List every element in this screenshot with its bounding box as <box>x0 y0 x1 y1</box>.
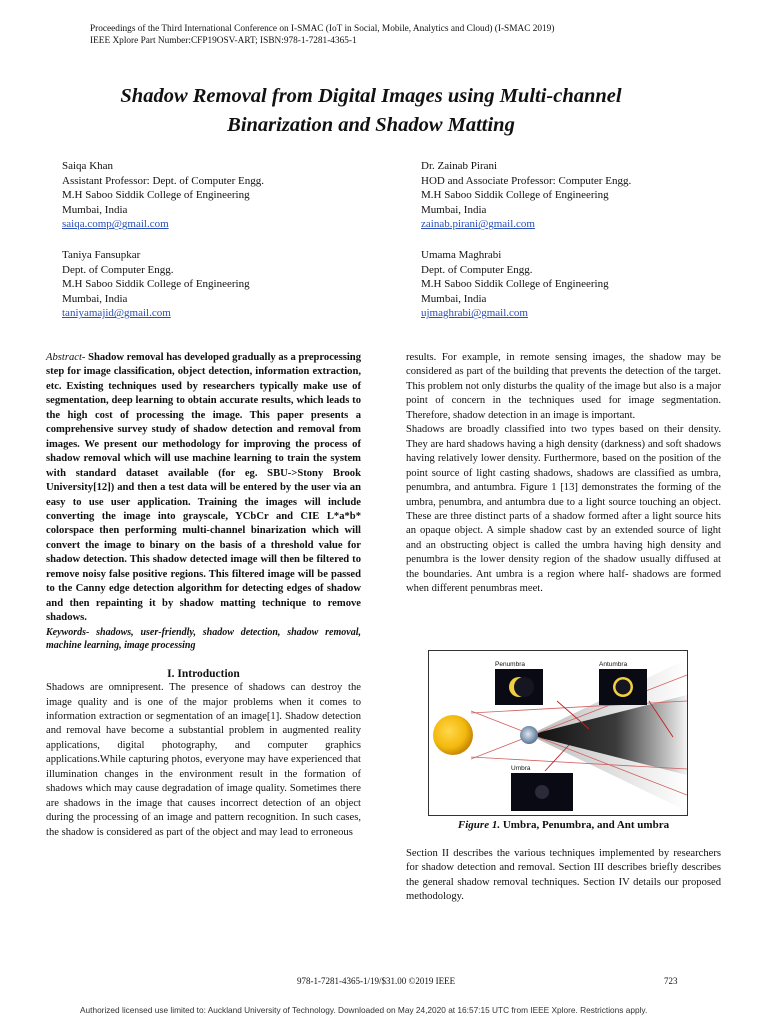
figure-caption-prefix: Figure 1. <box>457 819 501 831</box>
right-column <box>406 351 721 597</box>
author-role: Assistant Professor: Dept. of Computer Engg. <box>62 174 264 187</box>
keywords: Keywords- shadows, user-friendly, shadow detection, shadow removal, machine learning, image processing <box>46 626 361 652</box>
author-block-1 <box>62 159 264 232</box>
left-column <box>46 351 361 840</box>
sun-icon <box>433 715 473 755</box>
figure-umbra-diagram <box>428 650 688 816</box>
license-notice: Authorized licensed use limited to: Auckland University of Technology. Downloaded on May 24,2020 at 16:57:15 UTC from IEEE Xplore. Restrictions apply. <box>80 1005 648 1015</box>
author-name: Taniya Fansupkar <box>62 249 141 261</box>
author-college: M.H Saboo Siddik College of Engineering <box>62 189 250 202</box>
penumbra-moon-icon <box>514 677 534 697</box>
author-email-link[interactable]: saiqa.comp@gmail.com <box>62 218 169 231</box>
author-block-2 <box>421 159 631 232</box>
author-email-link[interactable]: taniyamajid@gmail.com <box>62 307 171 320</box>
abstract <box>46 351 361 626</box>
umbra-moon-icon <box>535 785 549 799</box>
page-number: 723 <box>664 976 678 986</box>
title-line-1: Shadow Removal from Digital Images using Multi-channel <box>120 85 622 107</box>
label-penumbra: Penumbra <box>495 661 525 668</box>
abstract-label: Abstract- <box>46 352 86 363</box>
paragraph-detection-importance: results. For example, in remote sensing images, the shadow may be considered as part of the building that prevents the detection of the target. This problem not only disturbs the quality of the image but also is a major point of concern in the techniques used for image segmentation. Therefore, shadow detection in an image is important. <box>406 352 721 421</box>
umbra-diagram-svg <box>429 651 687 815</box>
paragraph-section-overview: Section II describes the various techniques implemented by researchers for shadow detection and removal. Section III describes briefly describes the general shadow removal techniques. Section IV details our proposed methodology. <box>406 848 721 903</box>
figure-caption-text: Umbra, Penumbra, and Ant umbra <box>500 819 670 831</box>
author-role: Dept. of Computer Engg. <box>62 263 174 276</box>
pointer-line <box>545 745 569 771</box>
paper-title <box>40 82 702 140</box>
author-city: Mumbai, India <box>421 203 487 216</box>
title-line-2: Binarization and Shadow Matting <box>227 114 515 136</box>
abstract-text: Shadow removal has developed gradually as a preprocessing step for image classification, object detection, information extraction, etc. Existing techniques used by researchers typically make use of segmentation, deep learning to obtain accurate results, which leads to the high cost of processing the image. This paper presents a comprehensive survey study of shadow detection and removal from images. We present our methodology for improving the process of shadow removal which will use machine learning to train the system with standard dataset available (for eg. SBU->Stony Brook University[12]) and then a test data will be entered by the user via an easy to use user application. Training the images will include converting the image into grayscale, YCbCr and CIE L*a*b* colorspace then performing multi-channel binarization which will convert the image to binary on the basis of a threshold value for shadow detection. This shadow detected image will then be filtered to remove noisy false positive regions. This filtered image will be passed to the Canny edge detection algorithm for detecting edges of shadow and then repainting it by shadow matting technique to remove shadows. <box>46 352 361 624</box>
author-college: M.H Saboo Siddik College of Engineering <box>421 189 609 202</box>
author-role: HOD and Associate Professor: Computer Engg. <box>421 174 632 187</box>
author-name: Saiqa Khan <box>62 160 114 172</box>
author-city: Mumbai, India <box>62 292 128 305</box>
isbn-header: IEEE Xplore Part Number:CFP19OSV-ART; ISBN:978-1-7281-4365-1 <box>90 36 357 46</box>
copyright-footer: 978-1-7281-4365-1/19/$31.00 ©2019 IEEE <box>297 976 456 986</box>
introduction-text: Shadows are omnipresent. The presence of shadows can destroy the image quality and is one of the major problems when it comes to information extraction or segmentation of an image[1]. Shadow detection and removal have become a substantial problem in augmented reality applications, digital photography, and computer graphics applications.While capturing photos, everyone may have experienced that illumination changes in the environment result in the formation of shadows which may cause degradation of image quality. Sometimes there are shadows in the image that causes incorrect detection of an object during the processing of an image and pattern recognition. In such cases, the shadow is considered as part of the object and may lead to erroneous <box>46 682 361 838</box>
author-city: Mumbai, India <box>421 292 487 305</box>
conference-header: Proceedings of the Third International Conference on I-SMAC (IoT in Social, Mobile, Analytics and Cloud) (I-SMAC 2019) <box>90 24 555 34</box>
author-name: Dr. Zainab Pirani <box>421 160 498 172</box>
section-heading-introduction: I. Introduction <box>167 667 240 680</box>
label-antumbra: Antumbra <box>599 661 628 668</box>
author-college: M.H Saboo Siddik College of Engineering <box>421 278 609 291</box>
author-email-link[interactable]: zainab.pirani@gmail.com <box>421 218 535 231</box>
paragraph-shadow-types: Shadows are broadly classified into two types based on their density. They are hard shadows having a high density (darkness) and soft shadows having relatively lower density. Furthermore, based on the position of the point source of light casting shadows, shadows are classified as umbra, penumbra, and antumbra. Figure 1 [13] demonstrates the forming of the umbra, penumbra, and antumbra due to a light source touching an object. These are three distinct parts of a shadow formed after a light source hits an opaque object. A simple shadow cast by an extended source of light and an obstructing object is called the umbra having high density and penumbra is the lower density region of the shadow usually diffused at the boundaries. Ant umbra is a region where half- shadows are formed when different penumbras meet. <box>406 424 721 595</box>
author-name: Umama Maghrabi <box>421 249 502 261</box>
author-block-3 <box>62 248 250 321</box>
author-email-link[interactable]: ujmaghrabi@gmail.com <box>421 307 528 320</box>
author-role: Dept. of Computer Engg. <box>421 263 533 276</box>
author-college: M.H Saboo Siddik College of Engineering <box>62 278 250 291</box>
label-umbra: Umbra <box>511 765 531 772</box>
author-block-4 <box>421 248 609 321</box>
antumbra-moon-icon <box>616 680 631 695</box>
earth-icon <box>520 726 538 744</box>
author-city: Mumbai, India <box>62 203 128 216</box>
figure-caption <box>406 819 721 831</box>
